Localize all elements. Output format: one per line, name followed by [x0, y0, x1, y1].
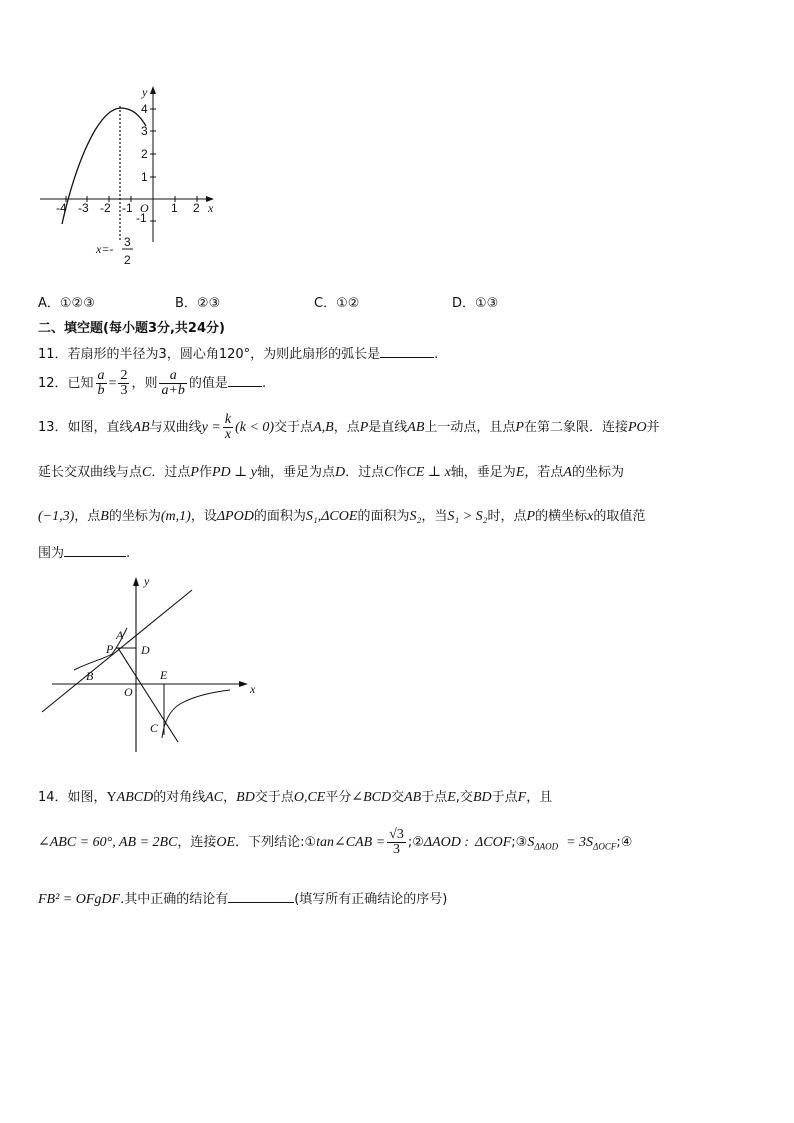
point-e-label: E — [160, 668, 168, 682]
hyperbola-graph — [38, 572, 268, 757]
question-14-line-3: FB² = OFgDF.其中正确的结论有 (填写所有正确结论的序号) — [38, 892, 448, 907]
question-13-line-4: 围为 . — [38, 546, 131, 561]
x-tick-label: -2 — [100, 201, 111, 215]
option-c[interactable]: C．①② — [314, 296, 360, 311]
x-tick-label: 1 — [171, 201, 178, 215]
y-tick-label: 3 — [141, 124, 148, 138]
line-ab — [42, 590, 192, 712]
y-tick-label: -1 — [136, 211, 147, 225]
x-tick-label: 2 — [193, 201, 200, 215]
x-tick-label: -3 — [78, 201, 89, 215]
point-p-label: P — [106, 642, 114, 656]
question-13-line-1: 13．如图，直线AB与双曲线y = $\frac{k}{x}$ (k < 0)交于点A,B，点P是直线AB上一动点，且点P在第二象限．连接PO并 — [38, 412, 660, 442]
origin-label: O — [124, 685, 133, 699]
y-tick-label: 1 — [141, 170, 148, 184]
question-11: 11．若扇形的半径为3，圆心角120°，为则此扇形的弧长是 . — [38, 347, 439, 362]
question-14-line-2: ∠ABC = 60°, AB = 2BC，连接OE．下列结论:①tan∠CAB = $\frac{√3}{3}$ ;②ΔAOD : $\Delta COF;③S_{\Delta AOD}$ = $3S_{\Delta OCF};④$ — [38, 827, 633, 857]
point-d-label: D — [141, 643, 150, 657]
y-axis-label: y — [142, 85, 148, 99]
section-title: 二、填空题(每小题3分,共24分) — [38, 321, 225, 336]
symmetry-eq-num: 3 — [124, 235, 131, 249]
y-axis-label: y — [144, 574, 150, 588]
y-tick-label: 4 — [141, 102, 148, 116]
answer-blank[interactable] — [228, 374, 262, 387]
answer-blank[interactable] — [64, 544, 126, 557]
x-axis-label: x — [208, 201, 214, 215]
y-tick-label: 2 — [141, 147, 148, 161]
option-a[interactable]: A．①②③ — [38, 296, 95, 311]
hyperbola-branch-right — [162, 690, 230, 738]
y-axis-arrow — [133, 577, 139, 586]
point-b-label: B — [86, 669, 94, 683]
question-12: 12．已知 $\frac{a}{b}$ = $\frac{2}{3}$ ，则 $\frac{a}{a+b}$ 的值是 . — [38, 368, 267, 398]
x-axis-arrow — [239, 681, 248, 687]
question-14-line-1: 14．如图，YABCD的对角线AC，BD交于点O,CE平分∠BCD交AB于点E,交BD于点F，且 — [38, 790, 553, 805]
question-13-line-2: 延长交双曲线与点C．过点P作PD ⊥ y轴，垂足为点D．过点C作CE ⊥ x轴，垂足为E，若点A的坐标为 — [38, 465, 624, 480]
x-tick-label: -4 — [56, 201, 67, 215]
answer-blank[interactable] — [380, 345, 434, 358]
answer-blank[interactable] — [228, 890, 294, 903]
point-c-label: C — [150, 721, 159, 735]
y-axis-arrow — [150, 86, 156, 94]
question-13-line-3: (−1,3)，点B的坐标为(m,1)，设ΔPOD的面积为S₁,ΔCOE的面积为S₂，当S₁ > S₂时，点P的横坐标x的取值范 — [38, 509, 646, 524]
option-b[interactable]: B．②③ — [175, 296, 221, 311]
x-axis-label: x — [250, 682, 256, 696]
option-d[interactable]: D．①③ — [452, 296, 499, 311]
x-tick-label: -1 — [122, 201, 133, 215]
point-a-label: A — [116, 628, 124, 642]
origin-label: O — [140, 201, 149, 215]
symmetry-eq-prefix: x=- — [96, 242, 114, 256]
symmetry-eq-den: 2 — [124, 253, 131, 267]
parabola-graph — [38, 82, 223, 272]
